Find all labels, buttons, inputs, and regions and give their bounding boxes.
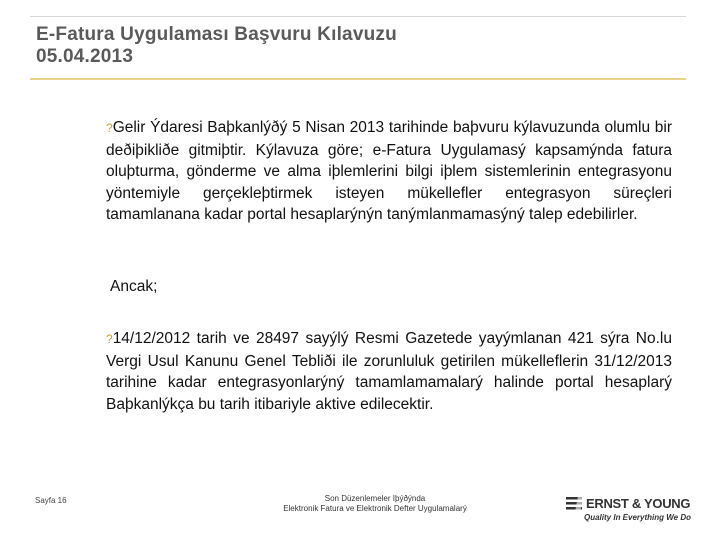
footer-caption-line-1: Son Düzenlemeler Iþýðýnda xyxy=(324,494,426,503)
paragraph-2-text: Ancak; xyxy=(110,278,158,295)
paragraph-1 xyxy=(106,117,672,226)
bullet-icon: ? xyxy=(106,332,113,346)
slide-title xyxy=(36,24,676,68)
footer-caption-line-2: Elektronik Fatura ve Elektronik Defter Uygulamalarý xyxy=(283,504,467,513)
footer-caption xyxy=(240,494,510,514)
paragraph-2 xyxy=(110,276,676,298)
ernst-young-logo xyxy=(566,496,696,528)
title-divider xyxy=(30,78,686,80)
logo-name: ERNST & YOUNG xyxy=(586,496,691,511)
page-number: Sayfa 16 xyxy=(35,496,67,505)
logo-tagline: Quality In Everything We Do xyxy=(584,513,691,522)
title-line-1: E-Fatura Uygulaması Başvuru Kılavuzu xyxy=(36,24,397,45)
paragraph-3-text: 14/12/2012 tarih ve 28497 sayýlý Resmi Gazetede yayýmlanan 421 sýra No.lu Vergi Usul Kanunu Genel Tebliði ile zorunluluk getirilen mükelleflerin 31/12/2013 tarihine kadar entegrasyonlarýný tamamlamamalarý halinde portal hesaplarý Baþkanlýkça bu tarih itibariyle aktive edilecektir. xyxy=(106,330,672,413)
title-line-2: 05.04.2013 xyxy=(36,46,134,67)
bullet-icon: ? xyxy=(106,121,113,135)
paragraph-3 xyxy=(106,328,672,415)
top-divider xyxy=(30,16,686,17)
paragraph-1-text: Gelir Ýdaresi Baþkanlýðý 5 Nisan 2013 tarihinde baþvuru kýlavuzunda olumlu bir deðiþikliðe gitmiþtir. Kýlavuza göre; e-Fatura Uygulamasý kapsamýnda fatura oluþturma, gönderme ve alma iþlemlerini bilgi iþlem sistemlerinin entegrasyonu yöntemiyle gerçekleþtirmek isteyen mükellefler entegrasyon süreçleri tamamlanana kadar portal hesaplarýnýn tanýmlanmamasýný talep edebilirler. xyxy=(106,119,672,223)
logo-mark-icon xyxy=(566,496,584,512)
